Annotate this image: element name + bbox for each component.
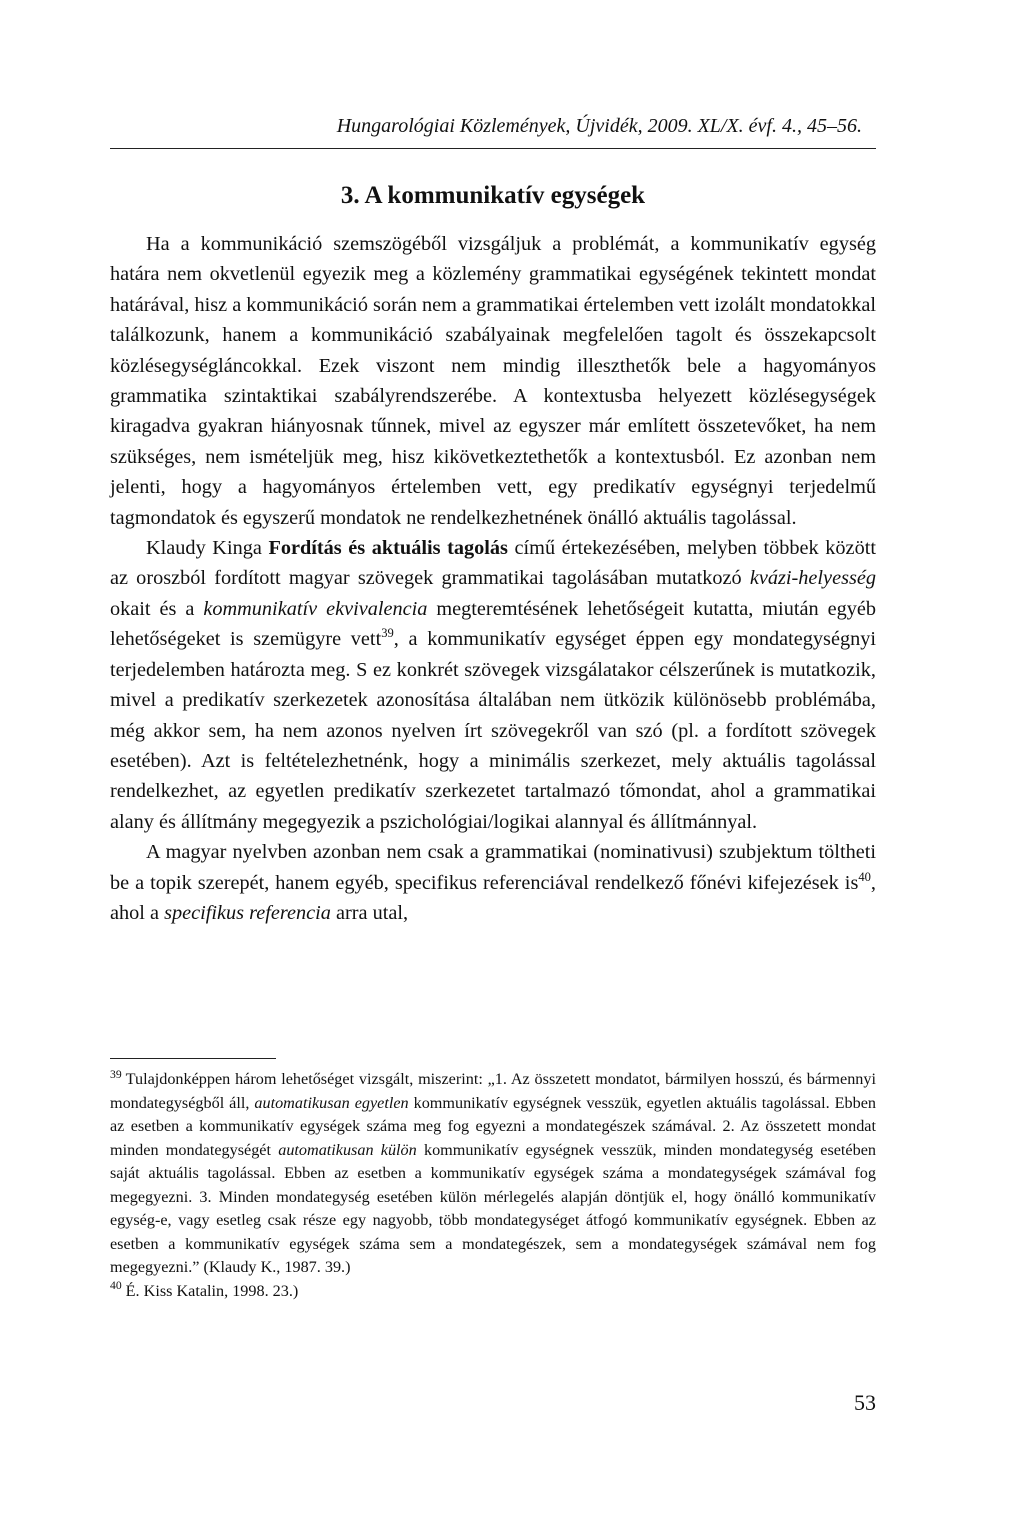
footnote-40: $^{40}$ É. Kiss Katalin, 1998. 23.) bbox=[110, 1279, 299, 1300]
italic-term: kommunikatív ekvivalencia bbox=[203, 597, 428, 620]
italic-term: specifikus referencia bbox=[164, 901, 331, 924]
footnote-ref-40[interactable]: 40 bbox=[858, 869, 871, 884]
footnote-39: $^{39}$ Tulajdonképpen három lehetőséget vizsgált, miszerint: „1. Az összetett mondatot, bármilyen hosszú, és bármennyi mondategységből áll, automatikusan egyetlen kommunikatív egységnek vesszük, egyetlen aktuális tagolással. Ebben az esetben a kommunikatív egységek száma meg fog egyezni a mondategészek számával. 2. Az összetett mondat minden mondategységét automatikusan külön kommunikatív egységnek vesszük, minden mondategység esetében saját aktuális tagolással. Ebben az esetben a kommunikatív egységek száma a mondategységek számával fog megegyezni. 3. Minden mondategység esetében külön mérlegelés alapján döntjük el, hogy önálló kommunikatív egység-e, vagy esetleg csak része egy nagyobb, több mondategységet átfogó kommunikatív egységnek. Ebben az esetben a kommunikatív egységek száma sem a mondategészek, sem a mondategységek számával nem fog megegyezni.” (Klaudy K., 1987. 39.) bbox=[110, 1067, 876, 1276]
italic-term: kvázi-helyesség bbox=[749, 567, 876, 590]
footnote-ref-39[interactable]: 39 bbox=[381, 626, 394, 641]
footnote-mark: 40 bbox=[110, 1279, 122, 1293]
running-header: Hungarológiai Közlemények, Újvidék, 2009. XL/X. évf. 4., 45–56. bbox=[336, 115, 862, 137]
footnote-mark: 39 bbox=[110, 1067, 122, 1081]
page-number: 53 bbox=[854, 1390, 876, 1415]
body-text bbox=[110, 229, 876, 928]
paragraph-2: Klaudy Kinga Fordítás és aktuális tagolás című értekezésében, melyben többek között az oroszból fordított magyar szövegek grammatikai tagolásában mutatkozó kvázi-helyesség okait és a kommunikatív ekvivalencia megteremtésének lehetőségeit kutatta, miután egyéb lehetőségeket is szemügyre vett$^{39}$, a kommunikatív egységet éppen egy mondategységnyi terjedelemben határozta meg. S ez konkrét szövegek vizsgálatakor célszerűnek is mutatkozik, mivel a predikatív szerkezetek azonosítása általában nem ütközik különösebb problémába, még akkor sem, ha nem azonos nyelven írt szövegekről van szó (pl. a fordított szövegek esetében). Azt is feltételezhetnénk, hogy a minimális szerkezet, mely aktuális tagolással rendelkezhet, az egyetlen predikatív szerkezetet tartalmazó tőmondat, ahol a grammatikai alany és állítmány megegyezik a pszichológiai/logikai alannyal és állítmánnyal. bbox=[110, 537, 876, 833]
footnotes bbox=[110, 1068, 876, 1303]
paragraph-3: A magyar nyelvben azonban nem csak a grammatikai (nominativusi) szubjektum töltheti be a topik szerepét, hanem egyéb, specifikus referenciával rendelkező főnévi kifejezések $is^{40}$, ahol a specifikus referencia arra utal, bbox=[110, 841, 876, 924]
section-title: 3. A kommunikatív egységek bbox=[340, 182, 646, 209]
header-rule bbox=[110, 148, 876, 149]
bold-title: Fordítás és aktuális tagolás bbox=[268, 537, 508, 560]
footnote-rule bbox=[110, 1058, 276, 1059]
paragraph-1: Ha a kommunikáció szemszögéből vizsgáljuk a problémát, a kommunikatív egység határa nem okvetlenül egyezik meg a közlemény grammatikai egységének tekintett mondat határával, hisz a kommunikáció során nem a grammatikai értelemben vett izolált mondatokkal találkozunk, hanem a kommunikáció szabályainak megfelelően tagolt és összekapcsolt közlésegységláncokkal. Ezek viszont nem mindig illeszthetők bele a hagyományos grammatika szintaktikai szabályrendszerébe. A kontextusba helyezett közlésegységek kiragadva gyakran hiányosnak tűnnek, mivel az egyszer már említett összetevőket, ha nem szükséges, nem ismételjük meg, hisz kikövetkeztethetők a kontextusból. Ez azonban nem jelenti, hogy a hagyományos értelemben vett, egy predikatív egységnyi terjedelmű tagmondatok és egyszerű mondatok ne rendelkezhetnének önálló aktuális tagolással. bbox=[110, 233, 876, 529]
